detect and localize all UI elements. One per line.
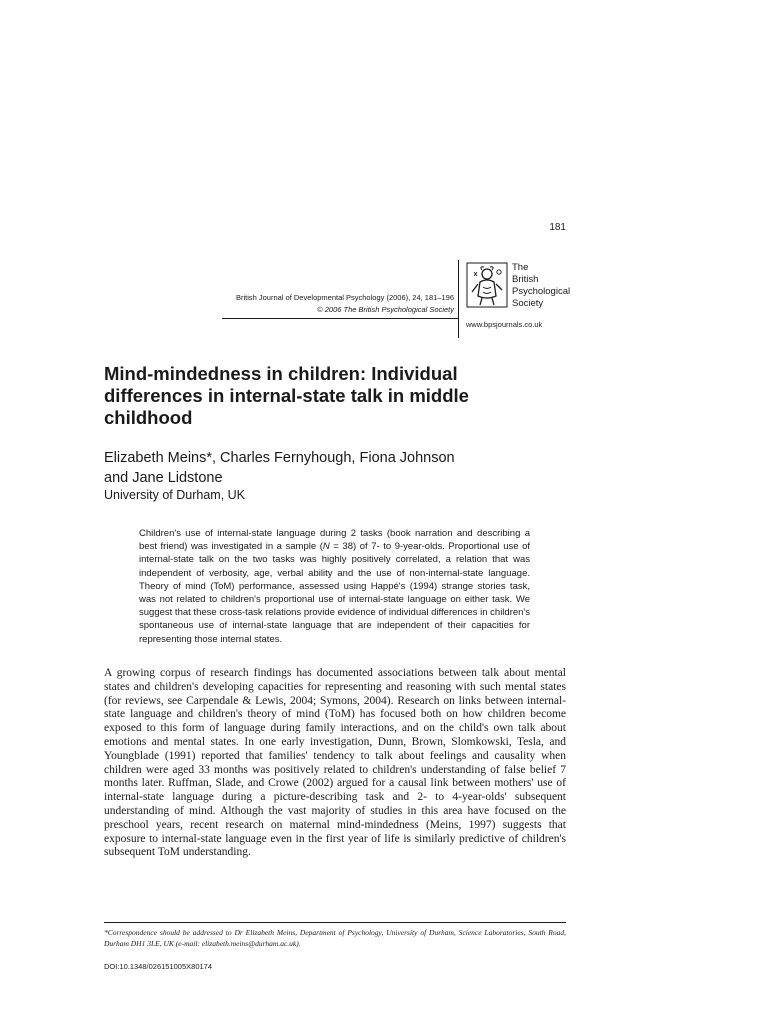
body-paragraph: A growing corpus of research findings has documented associations between talk about mental states and children's developing capacities for representing and reasoning with such mental states (for reviews, see Carpendale & Lewis, 2004; Symons, 2004). Research on links between internal-state language and children's theory of mind (ToM) has focused both on how children become exposed to this form of language during family interactions, and on the child's own talk about emotions and mental states. In one early investigation, Dunn, Brown, Slomkowski, Tesla, and Youngblade (1991) reported that families' tendency to talk about feelings and causality when children were aged 33 months was positively related to children's understanding of false belief 7 months later. Ruffman, Slade, and Crowe (2002) argued for a causal link between mothers' use of internal-state language during a picture-describing task and 2- to 4-year-olds' subsequent understanding of mind. Although the vast majority of studies in this area have focused on the preschool years, recent research on maternal mind-mindedness (Meins, 1997) suggests that exposure to internal-state language even in the first year of life is similarly predictive of children's subsequent ToM understanding. <box>104 667 566 859</box>
society-name-line: The <box>512 262 529 273</box>
author-list-line: Elizabeth Meins*, Charles Fernyhough, Fiona Johnson <box>104 450 455 466</box>
bps-emblem-icon <box>466 262 508 308</box>
footnote-rule <box>104 922 566 923</box>
copyright-notice: © 2006 The British Psychological Society <box>317 305 454 314</box>
article-title: Mind-mindedness in children: Individual differences in internal-state talk in middle childhood <box>104 363 469 428</box>
correspondence-footnote: *Correspondence should be addressed to Dr Elizabeth Meins, Department of Psychology, University of Durham, Science Laboratories, South Road, Durham DH1 3LE, UK (e-mail: elizabeth.meins@durham.ac.uk). <box>104 928 566 948</box>
sample-size-symbol: N <box>322 541 330 553</box>
society-name-line: Society <box>512 298 544 309</box>
society-name-line: Psychological <box>512 286 571 297</box>
page-number: 181 <box>549 222 566 233</box>
author-list-line: and Jane Lidstone <box>104 470 223 486</box>
doi: DOI:10.1348/026151005X80174 <box>104 962 213 971</box>
journal-website-link[interactable]: www.bpsjournals.co.uk <box>466 320 543 329</box>
abstract-text-part: Children's use of internal-state language during 2 tasks (book narration and describing a best friend) was investigated in a sample ( <box>139 528 530 553</box>
abstract <box>139 527 530 646</box>
author-list <box>104 448 544 488</box>
affiliation: University of Durham, UK <box>104 488 246 502</box>
society-name <box>512 262 570 310</box>
abstract-text-part: = 38) of 7- to 9-year-olds. Proportional use of internal-state talk on the two tasks was highly positively correlated, a relation that was independent of verbosity, age, verbal ability and the use of non-internal-state language. Theory of mind (ToM) performance, assessed using Happé's (1994) strange stories task, was not related to children's proportional use of internal-state language on either task. We suggest that these cross-task relations provide evidence of individual differences in children's spontaneous use of internal-state language that are independent of their capacities for representing those internal states. <box>139 541 530 645</box>
journal-citation-text: British Journal of Developmental Psychology (2006), 24, 181–196 <box>235 293 454 302</box>
logo-divider <box>458 260 459 338</box>
society-name-line: British <box>512 274 539 285</box>
journal-citation <box>180 292 454 316</box>
header-rule <box>222 318 459 319</box>
